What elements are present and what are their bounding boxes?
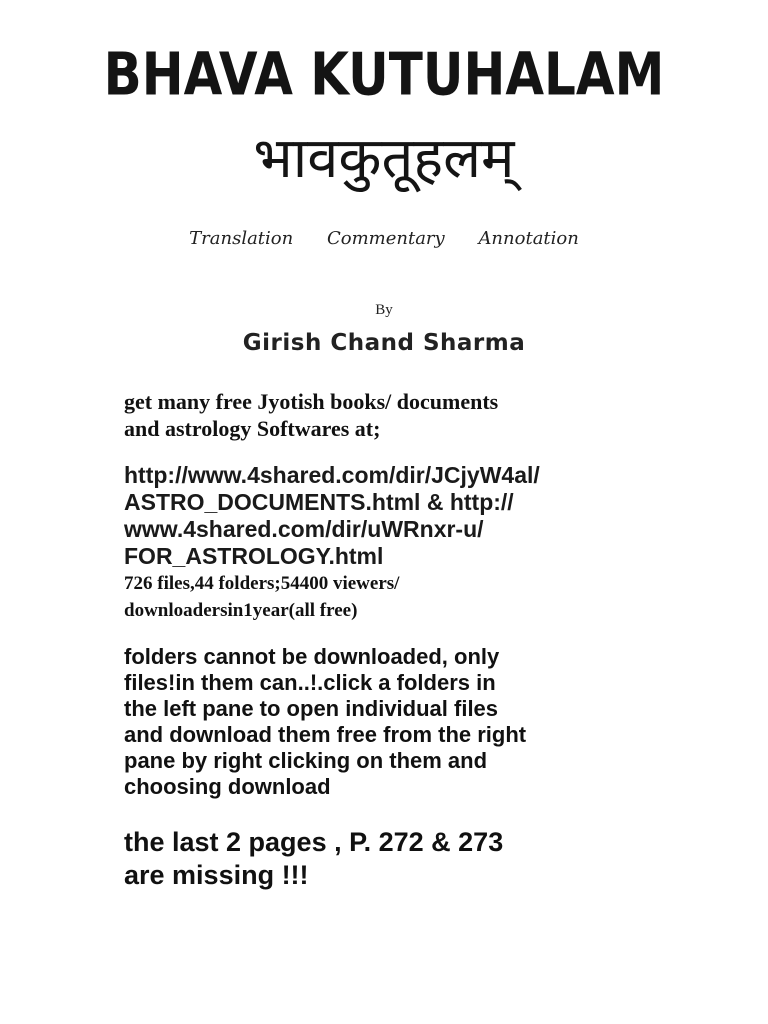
instruction-line: choosing download — [124, 774, 331, 799]
intro-line: get many free Jyotish books/ documents — [124, 389, 499, 414]
missing-line: are missing !!! — [124, 860, 309, 890]
link-line: www.4shared.com/dir/uWRnxr-u/ — [124, 516, 484, 542]
instruction-line: folders cannot be downloaded, only — [124, 644, 500, 669]
by-label: By — [375, 302, 393, 318]
stats-line: 726 files,44 folders;54400 viewers/ — [124, 573, 400, 594]
missing-line: the last 2 pages , P. 272 & 273 — [124, 827, 504, 857]
missing-pages-notice — [124, 826, 744, 892]
download-links — [124, 462, 724, 570]
intro-line: and astrology Softwares at; — [124, 416, 381, 441]
stats-line: downloadersin1year(all free) — [124, 600, 358, 621]
link-line: http://www.4shared.com/dir/JCjyW4al/ — [124, 462, 540, 488]
subtitle-annotation: Annotation — [478, 228, 579, 249]
instructions-text — [124, 644, 744, 800]
subtitle-row — [0, 228, 768, 249]
instruction-line: pane by right clicking on them and — [124, 748, 488, 773]
stats-text — [124, 570, 684, 624]
instruction-line: the left pane to open individual files — [124, 696, 499, 721]
author-name: Girish Chand Sharma — [242, 330, 526, 356]
intro-text — [124, 388, 684, 442]
subtitle-translation: Translation — [189, 228, 294, 249]
instruction-line: files!in them can..!.click a folders in — [124, 670, 496, 695]
subtitle-commentary: Commentary — [326, 228, 445, 249]
book-title: BHAVA KUTUHALAM — [103, 40, 665, 109]
instruction-line: and download them free from the right — [124, 722, 527, 747]
book-title-devanagari: भावकुतूहलम् — [253, 126, 515, 191]
link-line: FOR_ASTROLOGY.html — [124, 543, 384, 569]
link-line: ASTRO_DOCUMENTS.html & http:// — [124, 489, 514, 515]
